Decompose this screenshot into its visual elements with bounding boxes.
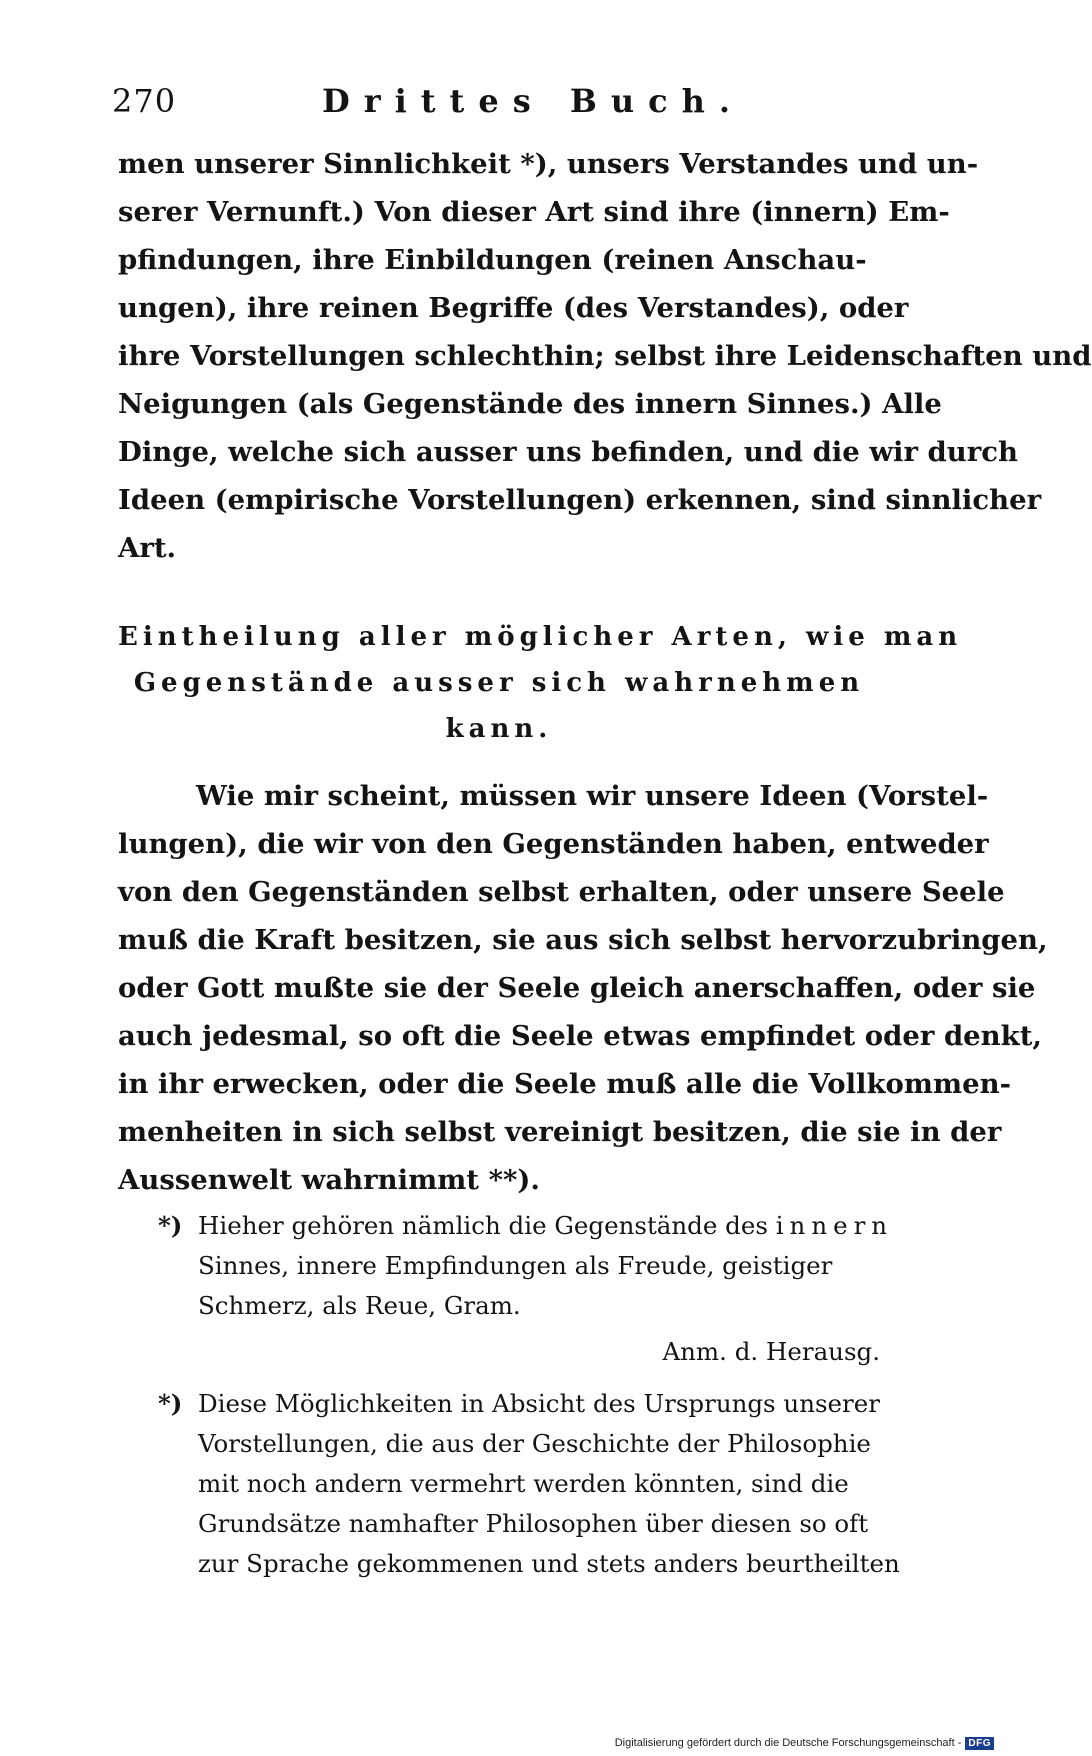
footnote-line: Sinnes, innere Empfindungen als Freude, geistiger: [198, 1251, 833, 1280]
running-title: Drittes Buch.: [322, 82, 745, 120]
footnote-line: Vorstellungen, die aus der Geschichte der Philosophie: [198, 1429, 871, 1458]
footnote-line: Grundsätze namhafter Philosophen über diesen so oft: [198, 1509, 869, 1538]
digitization-credit: [615, 1734, 994, 1752]
text-line: Art.: [118, 532, 177, 564]
footnote: [158, 1206, 894, 1372]
text-line: ungen), ihre reinen Begriffe (des Verstandes), oder: [118, 292, 909, 324]
text-line: pfindungen, ihre Einbildungen (reinen Anschau-: [118, 244, 867, 276]
paragraph-continued: [118, 140, 1092, 572]
footnote-text: [198, 1384, 900, 1584]
running-head: [112, 82, 882, 128]
heading-line: Eintheilung aller möglicher Arten, wie man: [118, 622, 963, 652]
footnote-line: [198, 1206, 894, 1246]
text-line: serer Vernunft.) Von dieser Art sind ihre (innern) Em-: [118, 196, 950, 228]
footnote-line: zur Sprache gekommenen und stets anders beurtheilten: [198, 1549, 900, 1578]
text-line: ihre Vorstellungen schlechthin; selbst ihre Leidenschaften und: [118, 340, 1092, 372]
spaced-emphasis: innern: [775, 1211, 894, 1240]
page-number: 270: [112, 82, 177, 120]
text-line: muß die Kraft besitzen, sie aus sich selbst hervorzubringen,: [118, 924, 1048, 956]
credit-text: Digitalisierung gefördert durch die Deutsche Forschungsgemeinschaft -: [614, 1737, 962, 1749]
footnote-line: mit noch andern vermehrt werden könnten, sind die: [198, 1469, 849, 1498]
text-line: men unserer Sinnlichkeit *), unsers Verstandes und un-: [118, 148, 979, 180]
text-line: Ideen (empirische Vorstellungen) erkennen, sind sinnlicher: [118, 484, 1042, 516]
text-line: von den Gegenständen selbst erhalten, oder unsere Seele: [118, 876, 1005, 908]
heading-line: Gegenstände ausser sich wahrnehmen: [133, 668, 865, 698]
text-line: oder Gott mußte sie der Seele gleich anerschaffen, oder sie: [118, 972, 1036, 1004]
footnote: [158, 1384, 900, 1584]
text-line: Neigungen (als Gegenstände des innern Sinnes.) Alle: [118, 388, 942, 420]
text-line: menheiten in sich selbst vereinigt besitzen, die sie in der: [118, 1116, 1002, 1148]
footnote-marker: *): [158, 1389, 183, 1418]
text-line: Dinge, welche sich ausser uns befinden, und die wir durch: [118, 436, 1018, 468]
paragraph: [118, 772, 1048, 1204]
dfg-logo: DFG: [965, 1737, 994, 1750]
footnote-text: [198, 1206, 894, 1326]
text-line: in ihr erwecken, oder die Seele muß alle die Vollkommen-: [118, 1068, 1011, 1100]
footnote-marker: *): [158, 1211, 183, 1240]
footnote-line: Schmerz, als Reue, Gram.: [198, 1291, 521, 1320]
section-heading: [118, 614, 963, 752]
footnotes: [158, 1206, 900, 1592]
footnote-line: Diese Möglichkeiten in Absicht des Ursprungs unserer: [198, 1389, 880, 1418]
text-line: Aussenwelt wahrnimmt **).: [118, 1164, 540, 1196]
heading-line: kann.: [445, 714, 553, 744]
text-line: lungen), die wir von den Gegenständen haben, entweder: [118, 828, 989, 860]
editor-signature: Anm. d. Herausg.: [662, 1337, 880, 1366]
footnote-line-text: Hieher gehören nämlich die Gegenstände des: [198, 1211, 776, 1240]
text-line: Wie mir scheint, müssen wir unsere Ideen (Vorstel-: [196, 780, 989, 812]
text-line: auch jedesmal, so oft die Seele etwas empfindet oder denkt,: [118, 1020, 1042, 1052]
